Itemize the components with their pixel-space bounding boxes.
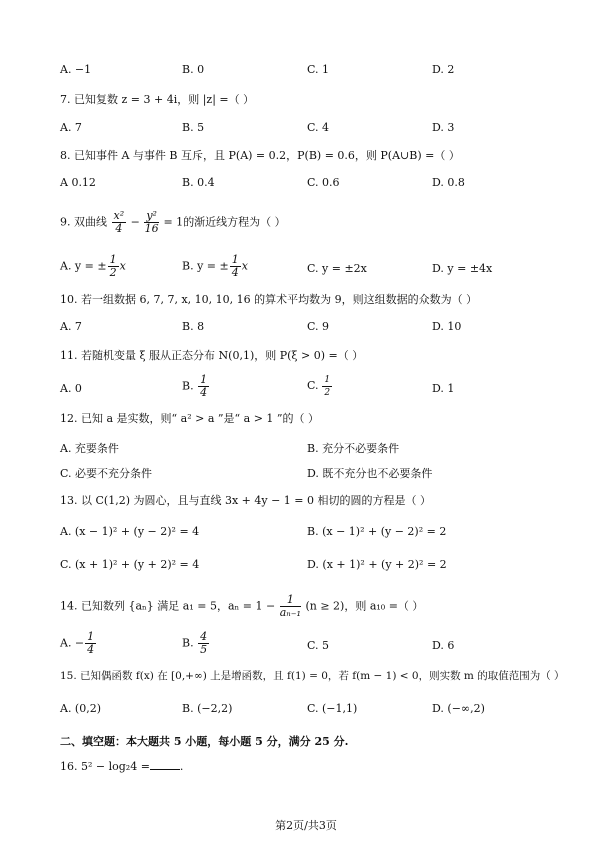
- q15-option-b: B. (−2,2): [182, 702, 233, 715]
- q12-option-d: D. 既不充分也不必要条件: [307, 467, 433, 480]
- q6-option-a: A. −1: [60, 63, 92, 76]
- q14-option-b: B. $\frac{4}{5}$: [182, 630, 208, 656]
- q13-option-b: B. (x − 1)² + (y − 2)² = 2: [307, 525, 447, 538]
- q15-option-d: D. (−∞,2): [432, 702, 485, 715]
- q7-stem: 7. 已知复数 z = 3 + 4i，则 |z| =（ ）: [60, 93, 255, 106]
- q14-prefix: 14. 已知数列 {aₙ} 满足 a₁ = 5，aₙ = 1 −: [60, 599, 276, 613]
- q12-option-c: C. 必要不充分条件: [60, 467, 153, 480]
- q8-option-b: B. 0.4: [182, 176, 215, 189]
- q7-option-c: C. 4: [307, 121, 330, 134]
- q6-option-d: D. 2: [432, 63, 455, 76]
- q9-option-b: B. y = ± $\frac{1}{4}$ x: [182, 253, 248, 279]
- q10-option-a: A. 7: [60, 320, 82, 333]
- q9-stem: 9. 双曲线 $\frac{\text{x²}}{4}$ − $\frac{\text{y²}}{16}$ = 1的渐近线方程为（ ）: [60, 209, 286, 235]
- q11-option-d: D. 1: [432, 382, 455, 395]
- q15-stem: 15. 已知偶函数 f(x) 在 [0,+∞) 上是增函数，且 f(1) = 0，若 f(m − 1) < 0，则实数 m 的取值范围为（ ）: [60, 670, 565, 682]
- q11-stem: 11. 若随机变量 ξ 服从正态分布 N(0,1)，则 P(ξ > 0) =（ ）: [60, 349, 364, 362]
- q11-option-a: A. 0: [60, 382, 82, 395]
- q12-stem: 12. 已知 a 是实数，则“ a² > a ”是“ a > 1 ”的（ ）: [60, 412, 320, 425]
- q12-option-a: A. 充要条件: [60, 442, 119, 455]
- q9-suffix: 的渐近线方程为（ ）: [183, 215, 286, 229]
- q11-option-c: C. $\frac{1}{2}$: [307, 375, 331, 398]
- answer-blank[interactable]: [150, 759, 180, 770]
- q9-frac-y: $\frac{\text{y²}}{16}$: [144, 209, 159, 235]
- page-footer: 第2页/共3页: [275, 819, 337, 832]
- q14-suffix: (n ≥ 2)，则 a₁₀ =（ ）: [305, 599, 424, 613]
- q6-option-b: B. 0: [182, 63, 205, 76]
- q10-stem: 10. 若一组数据 6, 7, 7, x, 10, 10, 16 的算术平均数为 9，则这组数据的众数为（ ）: [60, 293, 478, 306]
- q9-option-a: A. y = ± $\frac{1}{2}$ x: [60, 253, 126, 279]
- q13-option-c: C. (x + 1)² + (y + 2)² = 4: [60, 558, 200, 571]
- q10-option-c: C. 9: [307, 320, 330, 333]
- q6-option-c: C. 1: [307, 63, 330, 76]
- q8-option-d: D. 0.8: [432, 176, 465, 189]
- q14-option-a: A. − $\frac{1}{4}$: [60, 630, 95, 656]
- q12-option-b: B. 充分不必要条件: [307, 442, 400, 455]
- q11-option-b: B. $\frac{1}{4}$: [182, 373, 208, 399]
- q9-prefix: 9. 双曲线: [60, 215, 107, 229]
- section-heading: 二、填空题：本大题共 5 小题，每小题 5 分，满分 25 分.: [60, 735, 349, 748]
- q7-option-b: B. 5: [182, 121, 205, 134]
- q13-stem: 13. 以 C(1,2) 为圆心，且与直线 3x + 4y − 1 = 0 相切的圆的方程是（ ）: [60, 494, 432, 507]
- q15-option-a: A. (0,2): [60, 702, 102, 715]
- q8-option-c: C. 0.6: [307, 176, 340, 189]
- q10-option-d: D. 10: [432, 320, 462, 333]
- q10-option-b: B. 8: [182, 320, 205, 333]
- q14-option-c: C. 5: [307, 639, 330, 652]
- q7-option-a: A. 7: [60, 121, 82, 134]
- q13-option-a: A. (x − 1)² + (y − 2)² = 4: [60, 525, 200, 538]
- q8-stem: 8. 已知事件 A 与事件 B 互斥，且 P(A) = 0.2，P(B) = 0.6，则 P(A∪B) =（ ）: [60, 149, 460, 162]
- q14-option-d: D. 6: [432, 639, 455, 652]
- q13-option-d: D. (x + 1)² + (y + 2)² = 2: [307, 558, 447, 571]
- q16-stem: 16. 5² − log₂4 = .: [60, 760, 184, 773]
- q15-option-c: C. (−1,1): [307, 702, 358, 715]
- q9-option-c: C. y = ±2x: [307, 262, 367, 275]
- q7-option-d: D. 3: [432, 121, 455, 134]
- q14-stem: 14. 已知数列 {aₙ} 满足 a₁ = 5，aₙ = 1 − $\frac{1}{\text{aₙ₋₁}}$ (n ≥ 2)，则 a₁₀ =（ ）: [60, 593, 424, 619]
- q8-option-a: A 0.12: [60, 176, 96, 189]
- q9-option-d: D. y = ±4x: [432, 262, 493, 275]
- q9-frac-x: $\frac{\text{x²}}{4}$: [113, 209, 125, 235]
